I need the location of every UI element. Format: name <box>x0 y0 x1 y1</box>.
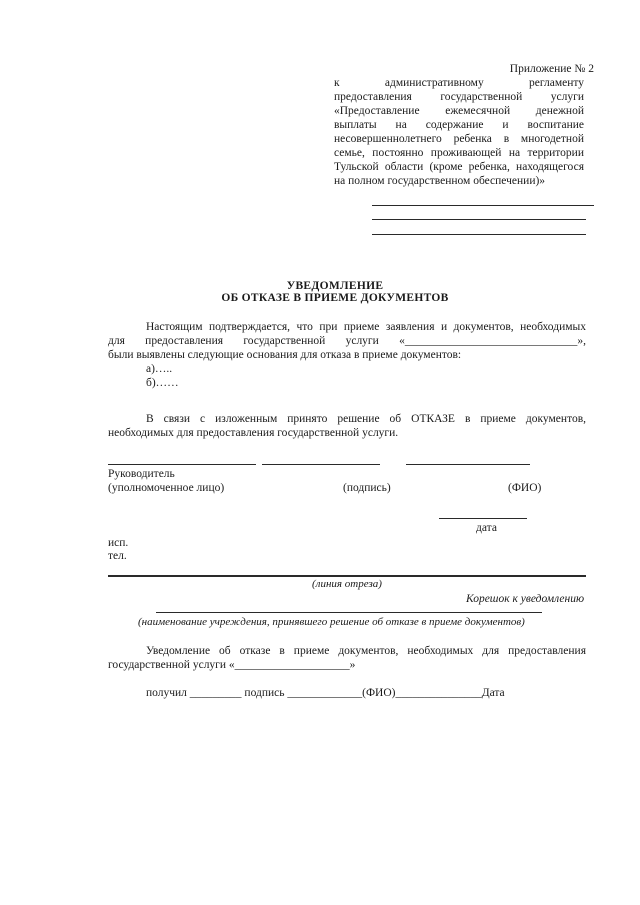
paragraph-line: были выявлены следующие основания для отказа в приеме документов: <box>108 349 462 361</box>
paragraph-line: необходимых для предоставления государственной услуги. <box>108 427 399 439</box>
title-line-2: ОБ ОТКАЗЕ В ПРИЕМЕ ДОКУМЕНТОВ <box>221 292 449 304</box>
document-title <box>100 280 570 304</box>
appendix-line: семье, постоянно проживающей на территории <box>334 147 584 159</box>
institution-caption: (наименование учреждения, принявшего решение об отказе в приеме документов) <box>138 616 525 628</box>
appendix-line: предоставления государственной услуги <box>334 91 584 103</box>
paragraph-decision <box>108 412 586 440</box>
appendix-heading: Приложение № 2 <box>509 63 594 75</box>
paragraph-grounds <box>108 320 586 390</box>
phone-label: тел. <box>108 550 127 562</box>
addressee-line-3 <box>372 234 586 235</box>
stub-label: Корешок к уведомлению <box>466 593 585 605</box>
appendix-line: Тульской области (кроме ребенка, находящегося <box>334 161 584 173</box>
appendix-block <box>334 76 584 188</box>
cut-line <box>108 575 586 577</box>
ground-item-b: б)…… <box>146 377 179 389</box>
stub-notification <box>108 644 586 672</box>
stub-line: Уведомление об отказе в приеме документов, необходимых для предоставления <box>146 645 586 657</box>
title-line-1: УВЕДОМЛЕНИЕ <box>286 280 384 292</box>
stub-line: государственной услуги «____________________» <box>108 659 356 671</box>
fio-label: (ФИО) <box>508 482 542 494</box>
signature-line <box>262 464 380 465</box>
head-label: Руководитель <box>108 468 175 480</box>
signature-label: (подпись) <box>343 482 391 494</box>
appendix-line: к административному регламенту <box>334 77 584 89</box>
date-line <box>439 518 527 519</box>
appendix-line: на полном государственном обеспечении)» <box>334 175 546 187</box>
appendix-line: выплаты на содержание и воспитание <box>334 119 584 131</box>
head-sublabel: (уполномоченное лицо) <box>108 482 225 494</box>
cut-line-label: (линия отреза) <box>312 578 382 590</box>
executor-label: исп. <box>108 537 129 549</box>
paragraph-line: В связи с изложенным принято решение об ОТКАЗЕ в приеме документов, <box>146 413 586 425</box>
institution-line <box>156 612 542 613</box>
date-label: дата <box>476 522 497 534</box>
paragraph-line: для предоставления государственной услуги «______________________________», <box>108 335 586 347</box>
appendix-line: несовершеннолетнего ребенка в многодетной <box>334 133 584 145</box>
addressee-line-1 <box>372 205 594 206</box>
addressee-line-2 <box>372 219 586 220</box>
head-name-line <box>108 464 256 465</box>
ground-item-a: а)….. <box>146 363 173 375</box>
received-line: получил _________ подпись _____________(ФИО)_______________Дата <box>146 687 505 699</box>
fio-line <box>406 464 530 465</box>
paragraph-line: Настоящим подтверждается, что при приеме заявления и документов, необходимых <box>146 321 586 333</box>
appendix-line: «Предоставление ежемесячной денежной <box>334 105 584 117</box>
